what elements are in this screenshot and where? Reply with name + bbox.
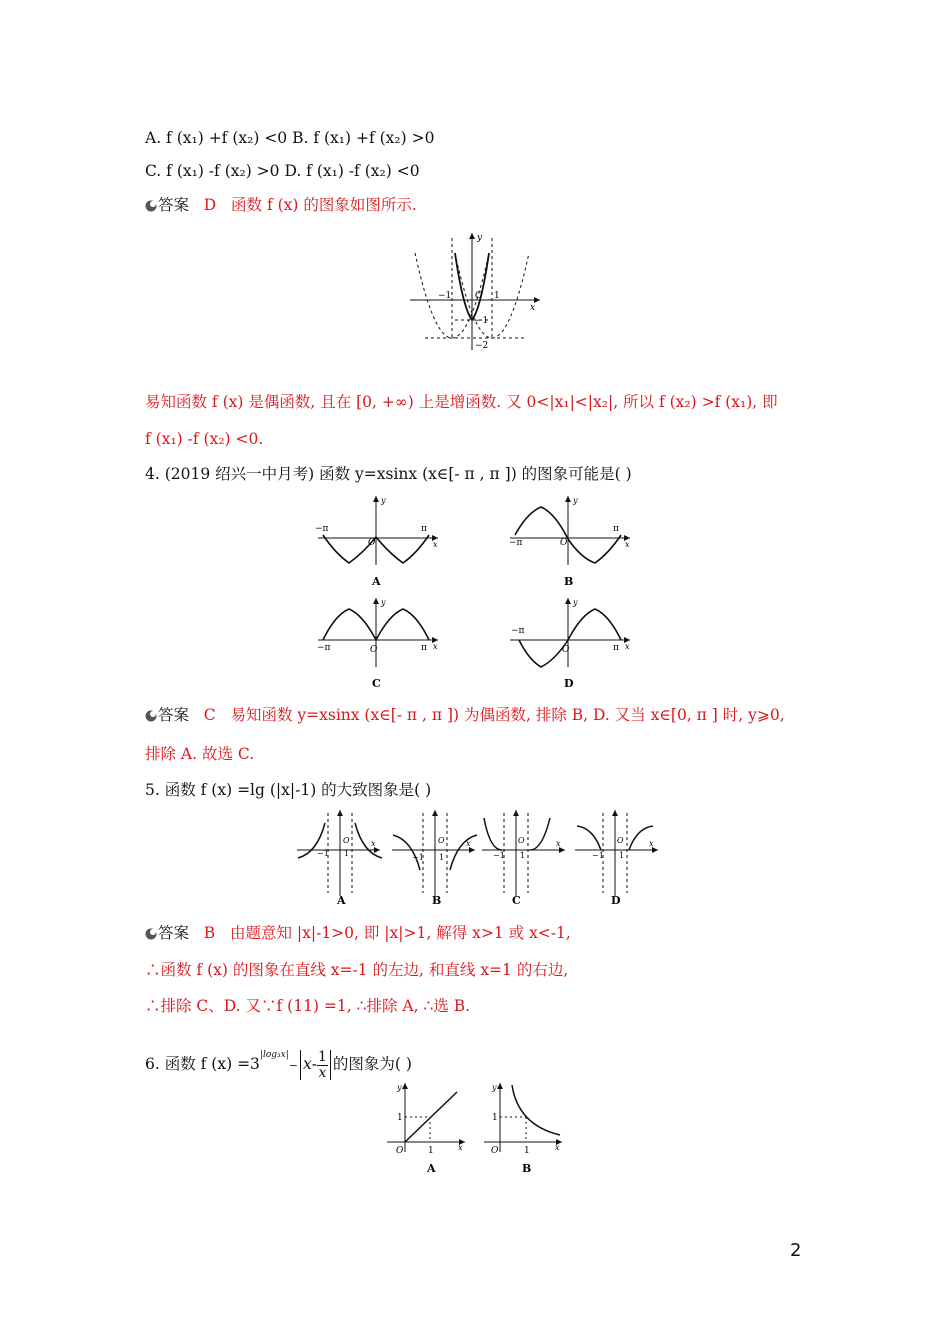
svg-text:x: x <box>466 839 471 848</box>
frac-denominator: x <box>318 1064 327 1081</box>
svg-text:O: O <box>518 836 525 845</box>
svg-text:O: O <box>438 836 445 845</box>
answer-icon <box>145 200 157 212</box>
svg-text:x: x <box>556 839 561 848</box>
svg-text:−2: −2 <box>475 341 489 351</box>
explain-3-line1: 易知函数 f (x) 是偶函数, 且在 [0, +∞) 上是增函数. 又 0<|x₁|<|x₂|, 所以 f (x₂) >f (x₁), 即 <box>145 393 778 411</box>
svg-text:x: x <box>555 1143 560 1152</box>
graph-6b <box>482 1080 567 1180</box>
graph-5c-label: C <box>512 894 521 907</box>
answer-text: 函数 f (x) 的图象如图所示. <box>231 196 417 214</box>
graph-4c-label: C <box>372 677 381 690</box>
answer-4 <box>145 705 785 725</box>
svg-text:y: y <box>477 233 483 243</box>
graph-5b <box>390 808 480 908</box>
answer-choice: D <box>203 196 217 214</box>
svg-text:O: O <box>617 836 624 845</box>
answer-choice: C <box>203 706 216 724</box>
explain-3-line2: f (x₁) -f (x₂) <0. <box>145 430 264 448</box>
question-4-stem: 4. (2019 绍兴一中月考) 函数 y=xsinx (x∈[- π , π ]) 的图象可能是( ) <box>145 465 632 483</box>
frac-numerator: 1 <box>317 1048 327 1065</box>
graph-4b <box>505 493 635 588</box>
abs-bar-left <box>300 1050 301 1080</box>
svg-text:y: y <box>381 496 386 505</box>
svg-text:π: π <box>613 524 619 534</box>
answer-choice: B <box>203 924 216 942</box>
svg-text:−1: −1 <box>475 316 489 326</box>
svg-text:1: 1 <box>494 291 500 301</box>
q6-x: x <box>302 1055 312 1073</box>
q6-exponent: |log₃x| <box>259 1050 289 1060</box>
svg-text:1: 1 <box>492 1113 498 1123</box>
answer-text: 易知函数 y=xsinx (x∈[- π , π ]) 为偶函数, 排除 B, D. 又当 x∈[0, π ] 时, y⩾0, <box>230 706 785 724</box>
option-line-ab: A. f (x₁) +f (x₂) <0 B. f (x₁) +f (x₂) >0 <box>145 129 435 147</box>
svg-text:π: π <box>421 524 427 534</box>
svg-text:O: O <box>370 645 378 655</box>
graph-6b-label: B <box>522 1162 532 1175</box>
answer-label: 答案 <box>158 706 190 724</box>
option-line-cd: C. f (x₁) -f (x₂) >0 D. f (x₁) -f (x₂) <0 <box>145 162 420 180</box>
svg-text:O: O <box>475 291 483 301</box>
q6-suffix: 的图象为( ) <box>332 1055 412 1073</box>
svg-text:−1: −1 <box>412 853 424 862</box>
graph-5a <box>295 808 385 908</box>
graph-5d <box>573 808 663 908</box>
svg-text:1: 1 <box>520 851 526 860</box>
graph-figure-q3 <box>405 228 545 353</box>
graph-5b-label: B <box>432 894 442 907</box>
answer-5-line2: ∴函数 f (x) 的图象在直线 x=-1 的左边, 和直线 x=1 的右边, <box>145 961 569 979</box>
svg-text:−π: −π <box>509 538 523 548</box>
page-number: 2 <box>790 1240 802 1261</box>
svg-text:O: O <box>562 645 570 655</box>
svg-text:π: π <box>421 643 427 653</box>
svg-text:x: x <box>625 642 630 651</box>
graph-5c <box>480 808 570 908</box>
svg-text:O: O <box>560 538 568 548</box>
svg-text:−1: −1 <box>438 291 452 301</box>
graph-5a-label: A <box>337 894 346 907</box>
svg-text:−1: −1 <box>493 851 505 860</box>
svg-text:1: 1 <box>428 1146 434 1156</box>
q6-frac-minus: - <box>311 1055 317 1073</box>
graph-6a-label: A <box>427 1162 436 1175</box>
abs-bar-right <box>330 1050 331 1080</box>
svg-text:1: 1 <box>344 849 350 858</box>
fraction <box>317 1050 328 1081</box>
svg-text:y: y <box>381 598 386 607</box>
answer-4-line2: 排除 A. 故选 C. <box>145 745 255 763</box>
answer-5-line3: ∴排除 C、D. 又∵f (11) =1, ∴排除 A, ∴选 B. <box>145 997 471 1015</box>
svg-text:−1: −1 <box>592 851 604 860</box>
svg-text:−π: −π <box>317 643 331 653</box>
svg-text:−1: −1 <box>317 849 329 858</box>
svg-text:x: x <box>433 540 438 549</box>
svg-text:x: x <box>458 1143 463 1152</box>
svg-text:π: π <box>613 643 619 653</box>
svg-text:−π: −π <box>511 626 525 636</box>
svg-text:x: x <box>649 839 654 848</box>
svg-text:−π: −π <box>315 524 329 534</box>
answer-5 <box>145 923 571 943</box>
svg-text:1: 1 <box>619 851 625 860</box>
graph-4b-label: B <box>564 575 574 588</box>
q6-prefix: 6. 函数 f (x) =3 <box>145 1055 260 1073</box>
graph-4a-label: A <box>372 575 381 588</box>
svg-text:x: x <box>371 839 376 848</box>
svg-text:O: O <box>343 836 350 845</box>
svg-text:x: x <box>625 540 630 549</box>
answer-label: 答案 <box>158 196 190 214</box>
svg-text:y: y <box>573 496 578 505</box>
graph-4c <box>313 595 443 690</box>
answer-icon <box>145 710 157 722</box>
svg-text:y: y <box>573 598 578 607</box>
svg-text:O: O <box>396 1146 404 1156</box>
svg-text:O: O <box>368 538 376 548</box>
svg-text:1: 1 <box>439 853 445 862</box>
question-6-stem <box>145 1038 412 1083</box>
svg-text:1: 1 <box>524 1146 530 1156</box>
graph-4a <box>313 493 443 588</box>
graph-4d <box>505 595 635 690</box>
answer-text: 由题意知 |x|-1>0, 即 |x|>1, 解得 x>1 或 x<-1, <box>229 924 571 942</box>
answer-icon <box>145 928 157 940</box>
graph-4d-label: D <box>564 677 574 690</box>
graph-5d-label: D <box>611 894 621 907</box>
answer-3 <box>145 195 417 215</box>
q6-minus: − <box>288 1059 298 1072</box>
svg-text:y: y <box>492 1083 497 1092</box>
svg-text:O: O <box>491 1146 499 1156</box>
svg-text:x: x <box>530 303 536 313</box>
question-5-stem: 5. 函数 f (x) =lg (|x|-1) 的大致图象是( ) <box>145 781 432 799</box>
answer-label: 答案 <box>158 924 190 942</box>
svg-text:y: y <box>397 1083 402 1092</box>
svg-text:x: x <box>433 642 438 651</box>
svg-text:1: 1 <box>397 1113 403 1123</box>
graph-6a <box>385 1080 470 1180</box>
